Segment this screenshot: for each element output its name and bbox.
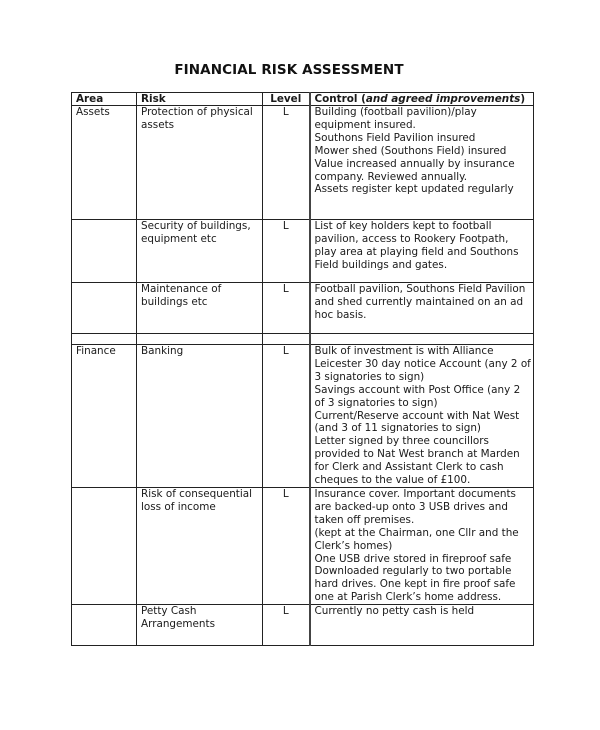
header-area: Area (72, 93, 137, 106)
cell-control: Insurance cover. Important documents are backed-up onto 3 USB drives and taken off premises. (kept at the Chairman, one Cllr and the Clerk’s homes) One USB drive stored in fireproof safe Downloaded regularly to two portable hard drives. One kept in fire proof safe one at Parish Clerk’s home address. (310, 487, 534, 604)
cell-control: List of key holders kept to football pavilion, access to Rookery Footpath, play area at playing field and Southons Field buildings and gates. (310, 220, 534, 283)
cell-risk: Risk of consequential loss of income (137, 487, 263, 604)
cell-area (72, 487, 137, 604)
cell-area (72, 605, 137, 646)
section-spacer-row (72, 334, 534, 345)
cell-risk: Security of buildings, equipment etc (137, 220, 263, 283)
cell-risk: Petty Cash Arrangements (137, 605, 263, 646)
spacer-cell (72, 334, 137, 345)
cell-area: Assets (72, 106, 137, 220)
cell-level: L (263, 605, 310, 646)
cell-level: L (263, 345, 310, 488)
cell-area: Finance (72, 345, 137, 488)
cell-control: Football pavilion, Southons Field Pavilion and shed currently maintained on an ad hoc basis. (310, 283, 534, 334)
page-title-text: FINANCIAL RISK ASSESSMENT (174, 62, 404, 78)
table-row (72, 487, 534, 604)
cell-area (72, 220, 137, 283)
table-header-row (72, 93, 534, 106)
cell-control: Building (football pavilion)/play equipment insured. Southons Field Pavilion insured Mower shed (Southons Field) insured Value increased annually by insurance company. Reviewed annually. Assets register kept updated regularly (310, 106, 534, 220)
cell-level: L (263, 220, 310, 283)
header-control: Control (and agreed improvements) (310, 93, 534, 106)
table-row (72, 605, 534, 646)
table-row (72, 345, 534, 488)
cell-control: Bulk of investment is with Alliance Leicester 30 day notice Account (any 2 of 3 signatories to sign) Savings account with Post Office (any 2 of 3 signatories to sign) Current/Reserve account with Nat West (and 3 of 11 signatories to sign) Letter signed by three councillors provided to Nat West branch at Marden for Clerk and Assistant Clerk to cash cheques to the value of £100. (310, 345, 534, 488)
cell-risk: Banking (137, 345, 263, 488)
cell-area (72, 283, 137, 334)
page-title (0, 62, 600, 78)
cell-risk: Protection of physical assets (137, 106, 263, 220)
cell-level: L (263, 106, 310, 220)
risk-assessment-table (71, 92, 534, 646)
table-row (72, 283, 534, 334)
spacer-cell (137, 334, 263, 345)
cell-risk: Maintenance of buildings etc (137, 283, 263, 334)
cell-control: Currently no petty cash is held (310, 605, 534, 646)
cell-level: L (263, 283, 310, 334)
header-level: Level (263, 93, 310, 106)
cell-level: L (263, 487, 310, 604)
spacer-cell (310, 334, 534, 345)
table-row (72, 220, 534, 283)
table-row (72, 106, 534, 220)
spacer-cell (263, 334, 310, 345)
header-risk: Risk (137, 93, 263, 106)
